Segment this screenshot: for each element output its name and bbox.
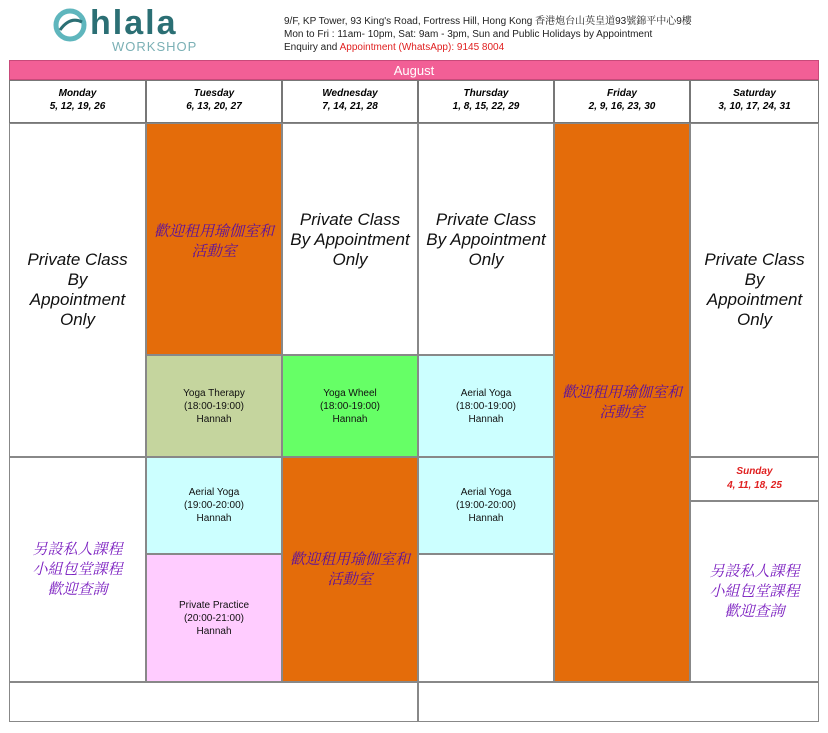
- logo-swirl-icon: [52, 8, 88, 42]
- wednesday-room-rental: 歡迎租用瑜伽室和 活動室: [282, 457, 418, 682]
- monday-private-class: Private Class By Appointment Only: [9, 123, 146, 457]
- enquiry-prefix: Enquiry and: [284, 42, 340, 53]
- class-yoga-wheel: Yoga Wheel (18:00-19:00) Hannah: [282, 355, 418, 457]
- month-banner: August: [9, 60, 819, 80]
- day-header-tuesday: Tuesday 6, 13, 20, 27: [146, 80, 282, 123]
- whatsapp-contact: Appointment (WhatsApp): 9145 8004: [339, 42, 505, 53]
- footer-cell-left: [9, 682, 418, 722]
- sunday-header: Sunday 4, 11, 18, 25: [690, 457, 819, 501]
- class-aerial-yoga-thursday-1900: Aerial Yoga (19:00-20:00) Hannah: [418, 457, 554, 554]
- class-yoga-therapy: Yoga Therapy (18:00-19:00) Hannah: [146, 355, 282, 457]
- tuesday-room-rental: 歡迎租用瑜伽室和 活動室: [146, 123, 282, 355]
- logo-subtitle: WORKSHOP: [112, 39, 198, 54]
- day-header-thursday: Thursday 1, 8, 15, 22, 29: [418, 80, 554, 123]
- enquiry-line: [284, 41, 692, 54]
- class-private-practice: Private Practice (20:00-21:00) Hannah: [146, 554, 282, 682]
- day-header-saturday: Saturday 3, 10, 17, 24, 31: [690, 80, 819, 123]
- monday-private-course-note: 另設私人課程 小組包堂課程 歡迎查詢: [9, 457, 146, 682]
- friday-room-rental: 歡迎租用瑜伽室和 活動室: [554, 123, 690, 682]
- opening-hours: Mon to Fri : 11am- 10pm, Sat: 9am - 3pm, Sun and Public Holidays by Appointment: [284, 29, 653, 40]
- thursday-private-class: Private Class By Appointment Only: [418, 123, 554, 355]
- thursday-empty-slot: [418, 554, 554, 682]
- footer-cell-right: [418, 682, 819, 722]
- day-header-friday: Friday 2, 9, 16, 23, 30: [554, 80, 690, 123]
- class-aerial-yoga-tuesday: Aerial Yoga (19:00-20:00) Hannah: [146, 457, 282, 554]
- address: 9/F, KP Tower, 93 King's Road, Fortress Hill, Hong Kong 香港炮台山英皇道93號錦平中心9樓: [284, 16, 692, 27]
- wednesday-private-class: Private Class By Appointment Only: [282, 123, 418, 355]
- sunday-private-course-note: 另設私人課程 小組包堂課程 歡迎查詢: [690, 501, 819, 682]
- day-header-monday: Monday 5, 12, 19, 26: [9, 80, 146, 123]
- logo-text: hlala: [90, 4, 178, 42]
- class-aerial-yoga-thursday-1800: Aerial Yoga (18:00-19:00) Hannah: [418, 355, 554, 457]
- studio-info: [284, 15, 692, 54]
- saturday-private-class: Private Class By Appointment Only: [690, 123, 819, 457]
- day-header-wednesday: Wednesday 7, 14, 21, 28: [282, 80, 418, 123]
